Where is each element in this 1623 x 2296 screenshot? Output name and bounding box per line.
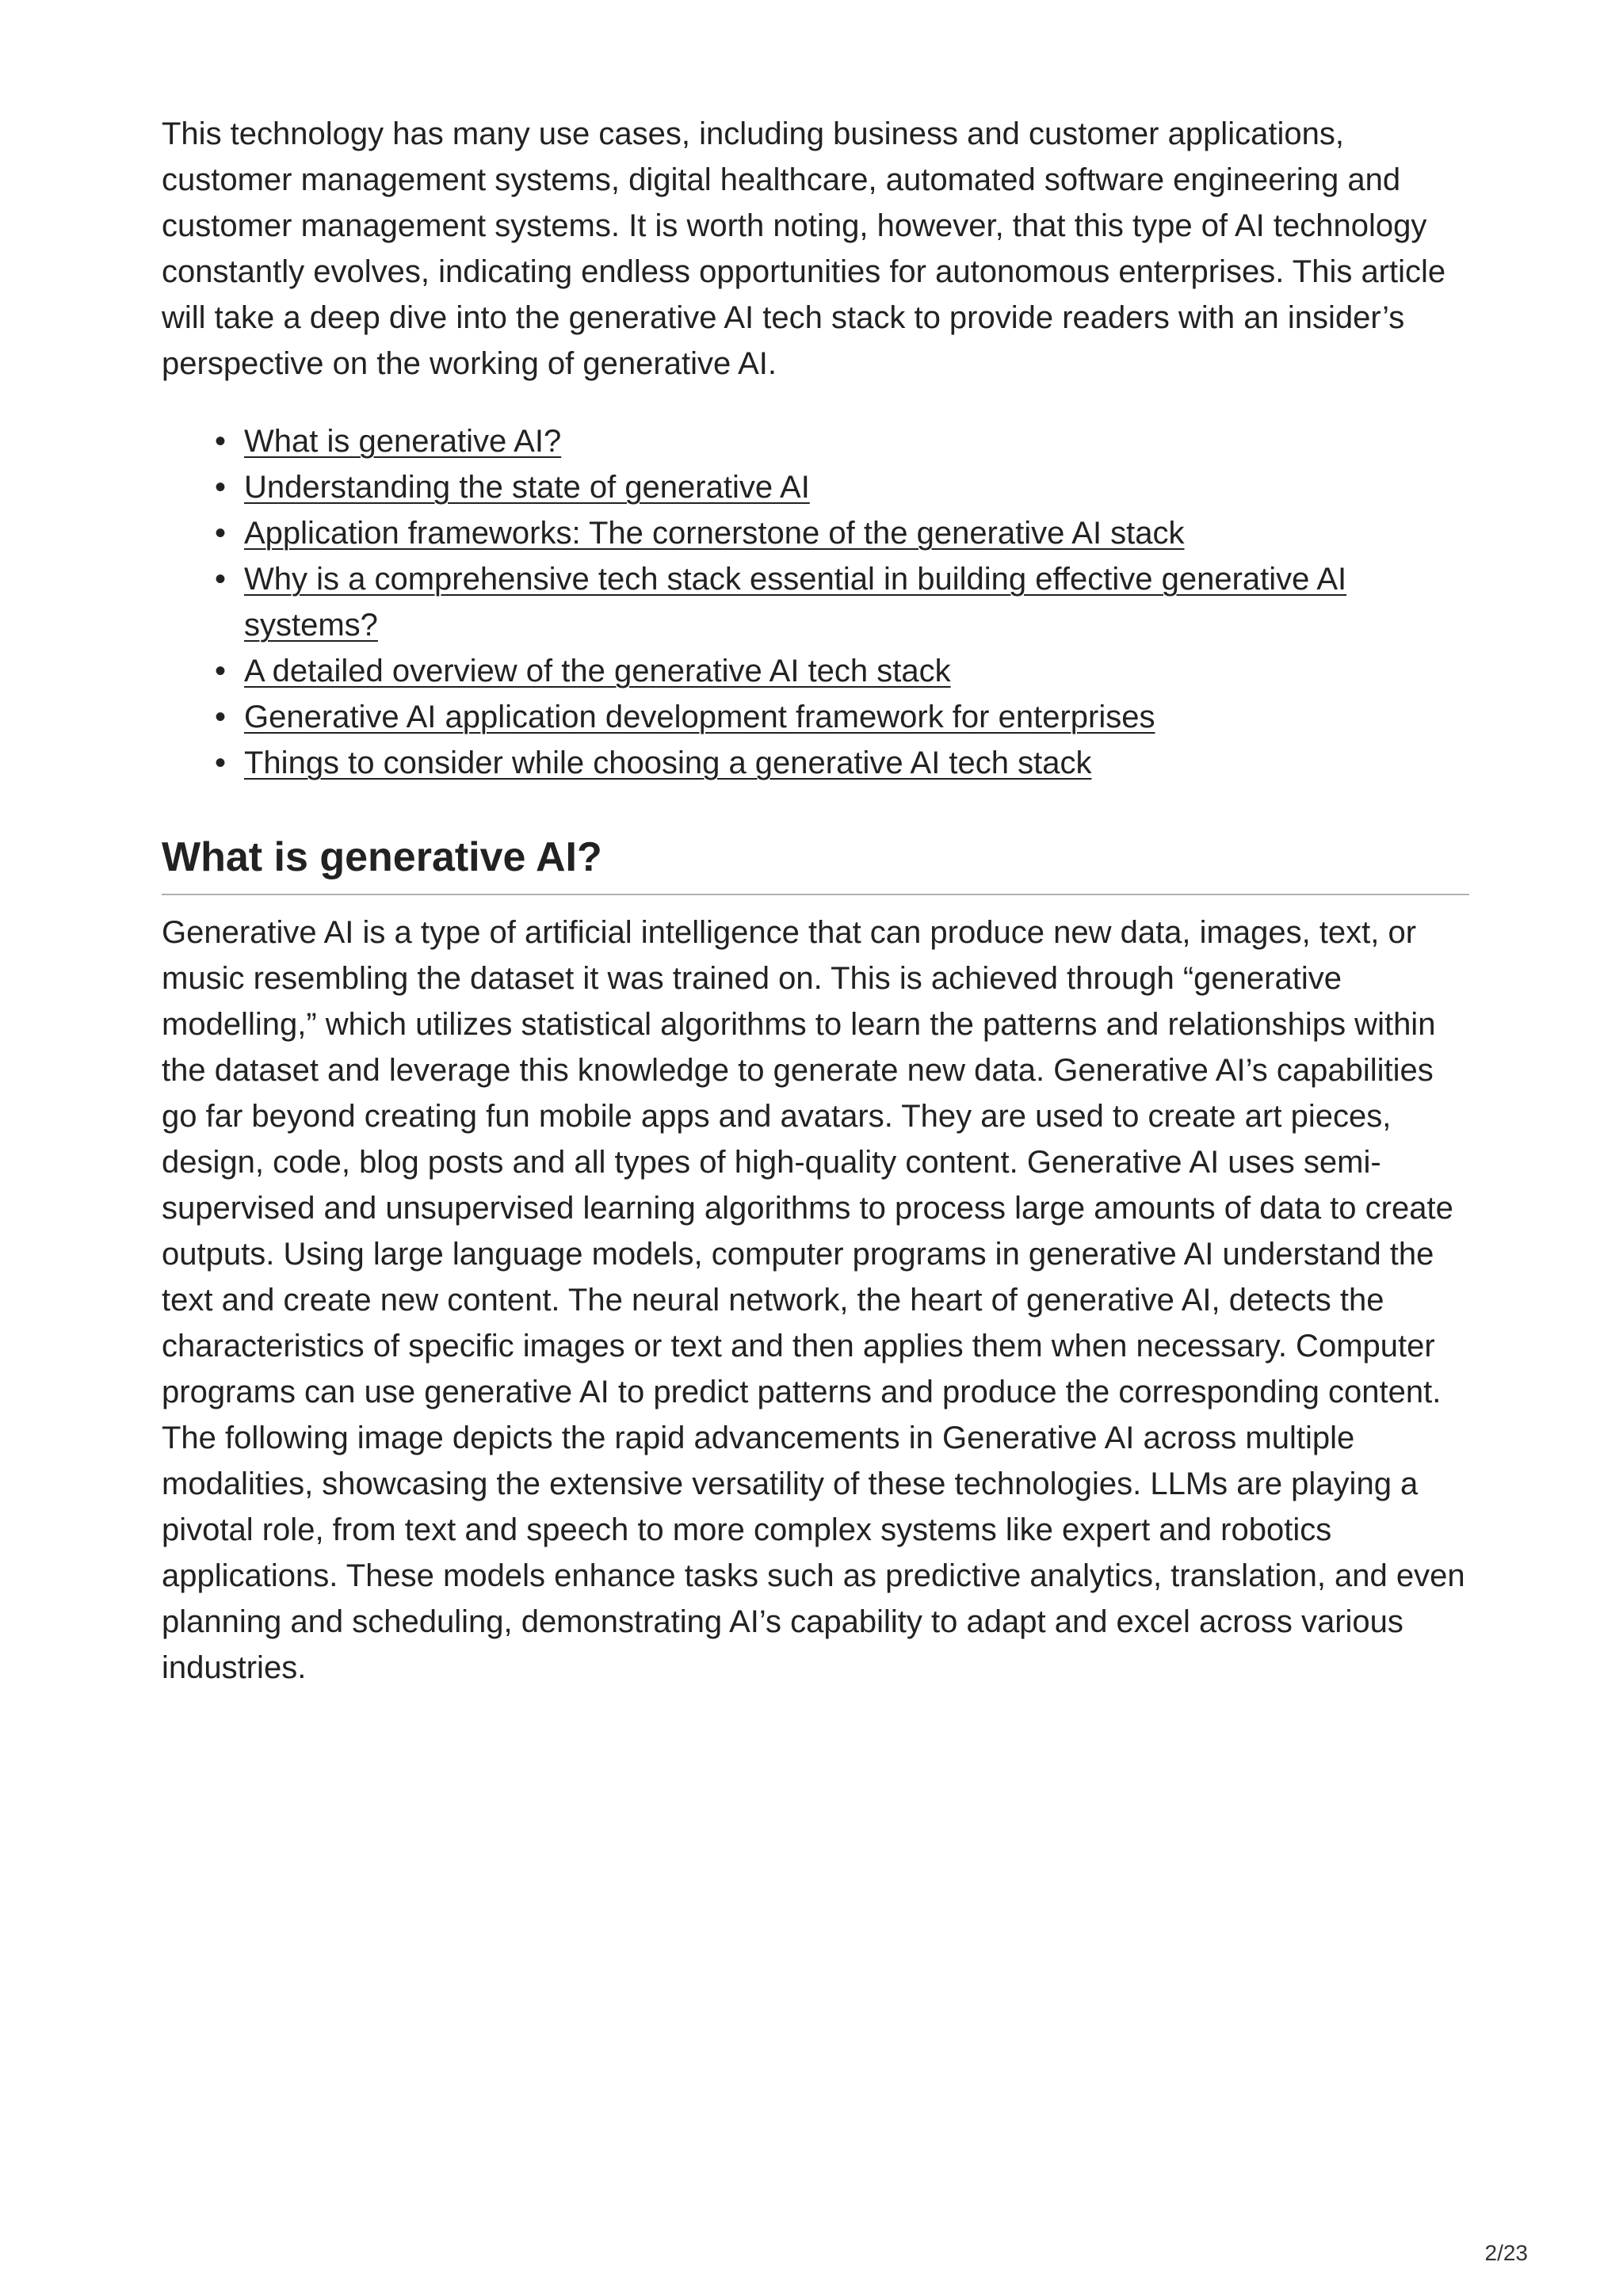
toc-link-detailed-overview[interactable]: A detailed overview of the generative AI tech stack: [244, 654, 951, 688]
toc-item: [214, 740, 1469, 786]
bullet-icon: •: [214, 516, 226, 551]
toc-link-why-tech-stack-essential[interactable]: Why is a comprehensive tech stack essential in building effective generative AI systems?: [244, 562, 1347, 643]
bullet-icon: •: [214, 654, 226, 688]
section-paragraph: Generative AI is a type of artificial intelligence that can produce new data, images, text, or music resembling the dataset it was trained on. This is achieved through “generative modelling,” which utilizes statistical algorithms to learn the patterns and relationships within the dataset and leverage this knowledge to generate new data. Generative AI’s capabilities go far beyond creating fun mobile apps and avatars. They are used to create art pieces, design, code, blog posts and all types of high-quality content. Generative AI uses semi-supervised and unsupervised learning algorithms to process large amounts of data to create outputs. Using large language models, computer programs in generative AI understand the text and create new content. The neural network, the heart of generative AI, detects the characteristics of specific images or text and then applies them when necessary. Computer programs can use generative AI to predict patterns and produce the corresponding content. The following image depicts the rapid advancements in Generative AI across multiple modalities, showcasing the extensive versatility of these technologies. LLMs are playing a pivotal role, from text and speech to more complex systems like expert and robotics applications. These models enhance tasks such as predictive analytics, translation, and even planning and scheduling, demonstrating AI’s capability to adapt and excel across various industries.: [162, 915, 1465, 1685]
page-number: 2/23: [1484, 2241, 1528, 2265]
toc-item: [214, 418, 1469, 464]
table-of-contents: [162, 418, 1469, 786]
toc-item: [214, 648, 1469, 694]
section-heading: What is generative AI?: [162, 832, 1469, 895]
article-content: [162, 111, 1469, 1691]
bullet-icon: •: [214, 746, 226, 780]
bullet-icon: •: [214, 470, 226, 505]
bullet-icon: •: [214, 562, 226, 597]
toc-item: [214, 694, 1469, 740]
toc-item: [214, 510, 1469, 556]
bullet-icon: •: [214, 700, 226, 734]
intro-paragraph: This technology has many use cases, including business and customer applications, customer management systems, digital healthcare, automated software engineering and customer management systems. It is worth noting, however, that this type of AI technology constantly evolves, indicating endless opportunities for autonomous enterprises. This article will take a deep dive into the generative AI tech stack to provide readers with an insider’s perspective on the working of generative AI.: [162, 116, 1446, 381]
toc-link-development-framework[interactable]: Generative AI application development framework for enterprises: [244, 700, 1155, 734]
bullet-icon: •: [214, 424, 226, 459]
toc-link-application-frameworks[interactable]: Application frameworks: The cornerstone of the generative AI stack: [244, 516, 1185, 551]
toc-link-state-of-generative-ai[interactable]: Understanding the state of generative AI: [244, 470, 810, 505]
toc-item: [214, 464, 1469, 510]
toc-link-what-is-generative-ai[interactable]: What is generative AI?: [244, 424, 562, 459]
toc-item: [214, 556, 1469, 648]
toc-link-things-to-consider[interactable]: Things to consider while choosing a generative AI tech stack: [244, 746, 1092, 780]
